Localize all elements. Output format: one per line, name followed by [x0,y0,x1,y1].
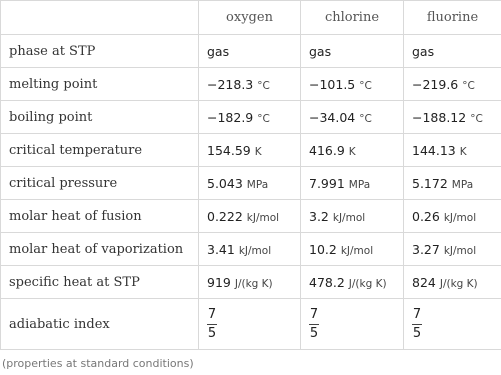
unit: kJ/mol [340,244,374,257]
cell-chlorine-heat-of-fusion [301,200,404,233]
row-label-boiling-point: boiling point [1,101,199,134]
value: −218.3 [207,76,254,92]
unit: °C [462,79,475,92]
table-row [1,134,501,167]
fraction-denominator: 5 [207,325,217,341]
cell-oxygen-critical-temperature [199,134,301,167]
cell-fluorine-melting-point [404,68,501,101]
unit: °C [359,79,372,92]
cell-oxygen-phase [199,35,301,68]
unit: °C [470,112,483,125]
value: 478.2 [309,274,345,290]
footnote: (properties at standard conditions) [2,357,194,370]
value: −182.9 [207,109,254,125]
table-row [1,167,501,200]
cell-oxygen-specific-heat [199,266,301,299]
unit: MPa [246,178,269,191]
cell-chlorine-heat-of-vaporization [301,233,404,266]
cell-chlorine-boiling-point [301,101,404,134]
value: gas [412,43,435,59]
cell-fluorine-boiling-point [404,101,501,134]
cell-oxygen-critical-pressure [199,167,301,200]
cell-chlorine-adiabatic-index [301,299,404,350]
unit: kJ/mol [332,211,366,224]
fraction-bar [412,324,422,325]
cell-chlorine-critical-temperature [301,134,404,167]
fraction-numerator: 7 [309,306,319,322]
fraction-numerator: 7 [412,306,422,322]
fraction [309,307,319,342]
cell-chlorine-phase [301,35,404,68]
unit: kJ/mol [443,211,477,224]
value: gas [207,43,230,59]
value: 416.9 [309,142,345,158]
unit: K [348,145,356,158]
table-row [1,233,501,266]
fraction-denominator: 5 [309,325,319,341]
value: 10.2 [309,241,337,257]
table-row [1,299,501,350]
value: 0.222 [207,208,243,224]
value: 5.043 [207,175,243,191]
unit: J/(kg K) [348,277,387,290]
cell-oxygen-heat-of-vaporization [199,233,301,266]
value: 5.172 [412,175,448,191]
header-fluorine: fluorine [404,1,501,35]
table-row [1,68,501,101]
header-blank-cell [1,1,199,35]
cell-chlorine-specific-heat [301,266,404,299]
unit: °C [257,79,270,92]
cell-chlorine-critical-pressure [301,167,404,200]
cell-fluorine-adiabatic-index [404,299,501,350]
row-label-molar-heat-of-fusion: molar heat of fusion [1,200,199,233]
value: 154.59 [207,142,251,158]
header-oxygen: oxygen [199,1,301,35]
row-label-melting-point: melting point [1,68,199,101]
unit: MPa [451,178,474,191]
cell-oxygen-melting-point [199,68,301,101]
row-label-critical-pressure: critical pressure [1,167,199,200]
value: −34.04 [309,109,356,125]
value: 824 [412,274,436,290]
fraction-denominator: 5 [412,325,422,341]
cell-fluorine-phase [404,35,501,68]
unit: kJ/mol [443,244,477,257]
fraction-bar [207,324,217,325]
unit: °C [257,112,270,125]
unit: kJ/mol [246,211,280,224]
header-row [1,1,501,35]
header-chlorine: chlorine [301,1,404,35]
table-row [1,101,501,134]
unit: °C [359,112,372,125]
cell-fluorine-critical-pressure [404,167,501,200]
unit: J/(kg K) [234,277,273,290]
cell-chlorine-melting-point [301,68,404,101]
value: 3.27 [412,241,440,257]
cell-fluorine-heat-of-vaporization [404,233,501,266]
cell-oxygen-adiabatic-index [199,299,301,350]
unit: MPa [348,178,371,191]
fraction-numerator: 7 [207,306,217,322]
value: 144.13 [412,142,456,158]
unit: kJ/mol [238,244,272,257]
value: 3.41 [207,241,235,257]
table-row [1,266,501,299]
value: −219.6 [412,76,459,92]
unit: J/(kg K) [439,277,478,290]
value: 0.26 [412,208,440,224]
value: 7.991 [309,175,345,191]
value: −101.5 [309,76,356,92]
table-row [1,200,501,233]
cell-oxygen-boiling-point [199,101,301,134]
cell-fluorine-specific-heat [404,266,501,299]
row-label-specific-heat: specific heat at STP [1,266,199,299]
fraction-bar [309,324,319,325]
fraction [412,307,422,342]
cell-fluorine-heat-of-fusion [404,200,501,233]
row-label-adiabatic-index: adiabatic index [1,299,199,350]
unit: K [459,145,467,158]
value: 3.2 [309,208,329,224]
value: 919 [207,274,231,290]
fraction [207,307,217,342]
value: gas [309,43,332,59]
row-label-molar-heat-of-vaporization: molar heat of vaporization [1,233,199,266]
unit: K [254,145,262,158]
value: −188.12 [412,109,467,125]
table-row [1,35,501,68]
cell-oxygen-heat-of-fusion [199,200,301,233]
row-label-critical-temperature: critical temperature [1,134,199,167]
cell-fluorine-critical-temperature [404,134,501,167]
row-label-phase: phase at STP [1,35,199,68]
